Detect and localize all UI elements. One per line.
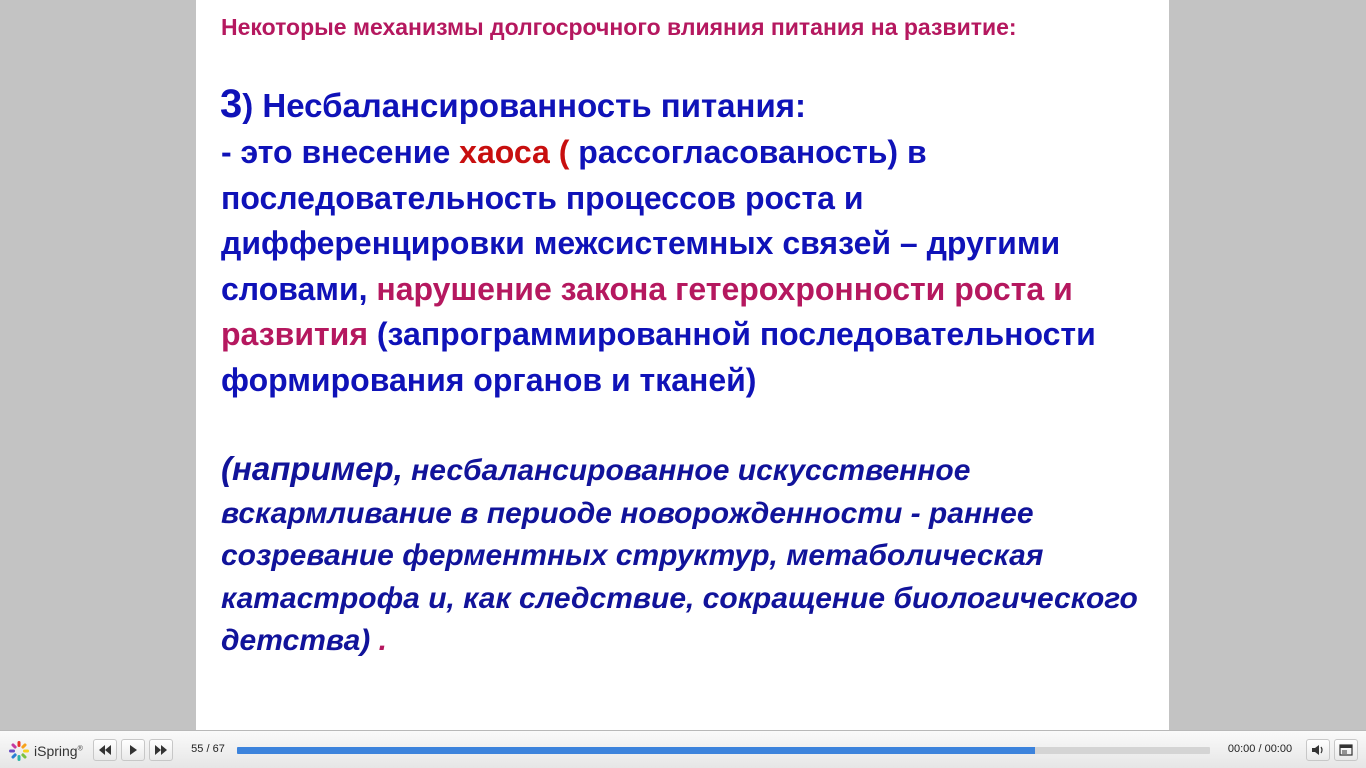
ispring-flower-icon (8, 740, 30, 762)
slide (196, 0, 1169, 730)
logo-mark: ® (77, 745, 83, 753)
time-display: 00:00 / 00:00 (1227, 743, 1293, 755)
body-chaos: хаоса ( (459, 134, 570, 170)
example-text: несбалансированное искусственное вскармливание в периоде новорожденности - раннее созревание ферментных структур, метаболическая катастрофа и, как следствие, сокращение биологического детства) (221, 454, 1138, 657)
play-button[interactable] (121, 739, 145, 761)
heading-number: 3 (220, 82, 243, 126)
slide-subtitle: Некоторые механизмы долгосрочного влияния питания на развитие: (221, 14, 1017, 40)
play-icon (128, 745, 138, 755)
slide-heading (220, 82, 806, 128)
slide-example (221, 448, 1141, 663)
body-law: нарушение закона гетерохронности роста и развития (221, 270, 1073, 352)
ispring-logo[interactable] (8, 740, 83, 762)
body-text-2: рассогласованость) в последовательность процессов роста и дифференцировки межсистемных связей – другими словами, (221, 134, 1061, 307)
volume-icon (1311, 744, 1325, 756)
body-text-3: (запрограммированной последовательности формирования органов и тканей) (221, 316, 1096, 398)
outline-icon (1339, 744, 1353, 756)
player-bar (0, 730, 1366, 768)
outline-button[interactable] (1334, 739, 1358, 761)
example-dot: . (378, 624, 387, 657)
volume-button[interactable] (1306, 739, 1330, 761)
slide-counter: 55 / 67 (191, 743, 225, 755)
progress-fill (237, 747, 1035, 754)
body-text-1: - это внесение (221, 134, 460, 170)
logo-text-label: iSpring (34, 743, 78, 759)
next-slide-button[interactable] (149, 739, 173, 761)
logo-text (34, 743, 83, 759)
fast-forward-icon (154, 745, 168, 755)
example-lead: (например, (221, 450, 403, 487)
slide-body (221, 130, 1141, 403)
progress-track[interactable] (237, 747, 1210, 754)
previous-slide-button[interactable] (93, 739, 117, 761)
rewind-icon (98, 745, 112, 755)
heading-text: ) Несбалансированность питания: (242, 87, 806, 124)
